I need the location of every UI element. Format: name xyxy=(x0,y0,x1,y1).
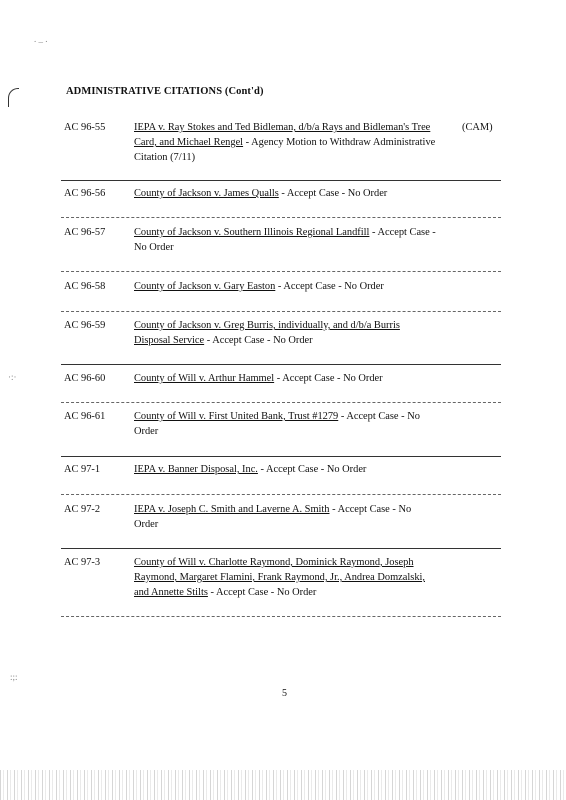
case-action: - Accept Case - No Order xyxy=(207,587,317,598)
divider-rule xyxy=(61,616,501,617)
case-name: IEPA v. Banner Disposal, Inc. xyxy=(134,464,258,475)
board-member-tag: (CAM) xyxy=(462,122,493,133)
case-name: County of Jackson v. Gary Easton xyxy=(134,281,276,292)
case-name: IEPA v. Ray Stokes and Ted Bidleman, d/b/a Rays and Bidleman's Tree Card, and Michael Rengel xyxy=(134,122,431,148)
citation-number: AC 96-56 xyxy=(64,188,106,199)
case-action: - Accept Case - No Order xyxy=(275,281,384,292)
citation-text xyxy=(134,186,436,201)
case-name: County of Will v. First United Bank, Trust #1279 xyxy=(134,411,339,422)
case-name: County of Will v. Arthur Hammel xyxy=(134,373,275,384)
case-action: - Accept Case - No Order xyxy=(257,464,367,475)
citation-text xyxy=(134,120,436,165)
citation-number: AC 96-58 xyxy=(64,281,106,292)
divider-rule xyxy=(61,271,501,272)
citation-number: AC 96-59 xyxy=(64,320,106,331)
scan-speck: :;: xyxy=(10,672,18,682)
case-action: - Accept Case - No Order xyxy=(134,411,420,437)
citation-number: AC 97-1 xyxy=(64,464,101,475)
citation-number: AC 96-57 xyxy=(64,227,106,238)
divider-rule xyxy=(61,364,501,365)
scan-bracket-mark xyxy=(8,88,19,107)
section-heading: ADMINISTRATIVE CITATIONS (Cont'd) xyxy=(66,86,264,97)
divider-rule xyxy=(61,548,501,549)
citation-number: AC 96-55 xyxy=(64,122,106,133)
divider-rule xyxy=(61,311,501,312)
case-action: - Accept Case - No Order xyxy=(134,227,436,253)
divider-rule xyxy=(61,217,501,218)
citation-text xyxy=(134,502,436,532)
case-action: - Accept Case - No Order xyxy=(274,373,383,384)
citation-number: AC 96-60 xyxy=(64,373,106,384)
citation-text xyxy=(134,371,436,386)
divider-rule xyxy=(61,180,501,181)
scan-noise-strip xyxy=(0,770,566,800)
scan-speck: ·:· xyxy=(8,372,17,382)
divider-rule xyxy=(61,456,501,457)
citation-text xyxy=(134,462,436,477)
citation-number: AC 97-2 xyxy=(64,504,101,515)
page-number: 5 xyxy=(282,688,287,699)
case-action: - Accept Case - No Order xyxy=(134,504,412,530)
case-name: County of Will v. Charlotte Raymond, Dominick Raymond, Joseph Raymond, Margaret Flamini, Frank Raymond, Jr., Andrea Domzalski, and Annette Stilts xyxy=(134,557,425,598)
citation-text xyxy=(134,225,436,255)
divider-rule xyxy=(61,494,501,495)
divider-rule xyxy=(61,402,501,403)
citation-number: AC 96-61 xyxy=(64,411,106,422)
case-action: - Agency Motion to Withdraw Administrative Citation (7/11) xyxy=(134,137,436,163)
citation-text xyxy=(134,555,436,600)
case-name: County of Jackson v. Southern Illinois Regional Landfill xyxy=(134,227,370,238)
case-action: - Accept Case - No Order xyxy=(278,188,388,199)
citation-text xyxy=(134,409,436,439)
case-name: County of Jackson v. James Qualls xyxy=(134,188,279,199)
case-action: - Accept Case - No Order xyxy=(204,335,313,346)
citation-number: AC 97-3 xyxy=(64,557,101,568)
citation-text xyxy=(134,279,436,294)
citation-text xyxy=(134,318,436,348)
case-name: County of Jackson v. Greg Burris, individually, and d/b/a Burris Disposal Service xyxy=(134,320,400,346)
scan-speck: . _ . xyxy=(34,34,48,44)
case-name: IEPA v. Joseph C. Smith and Laverne A. Smith xyxy=(134,504,330,515)
